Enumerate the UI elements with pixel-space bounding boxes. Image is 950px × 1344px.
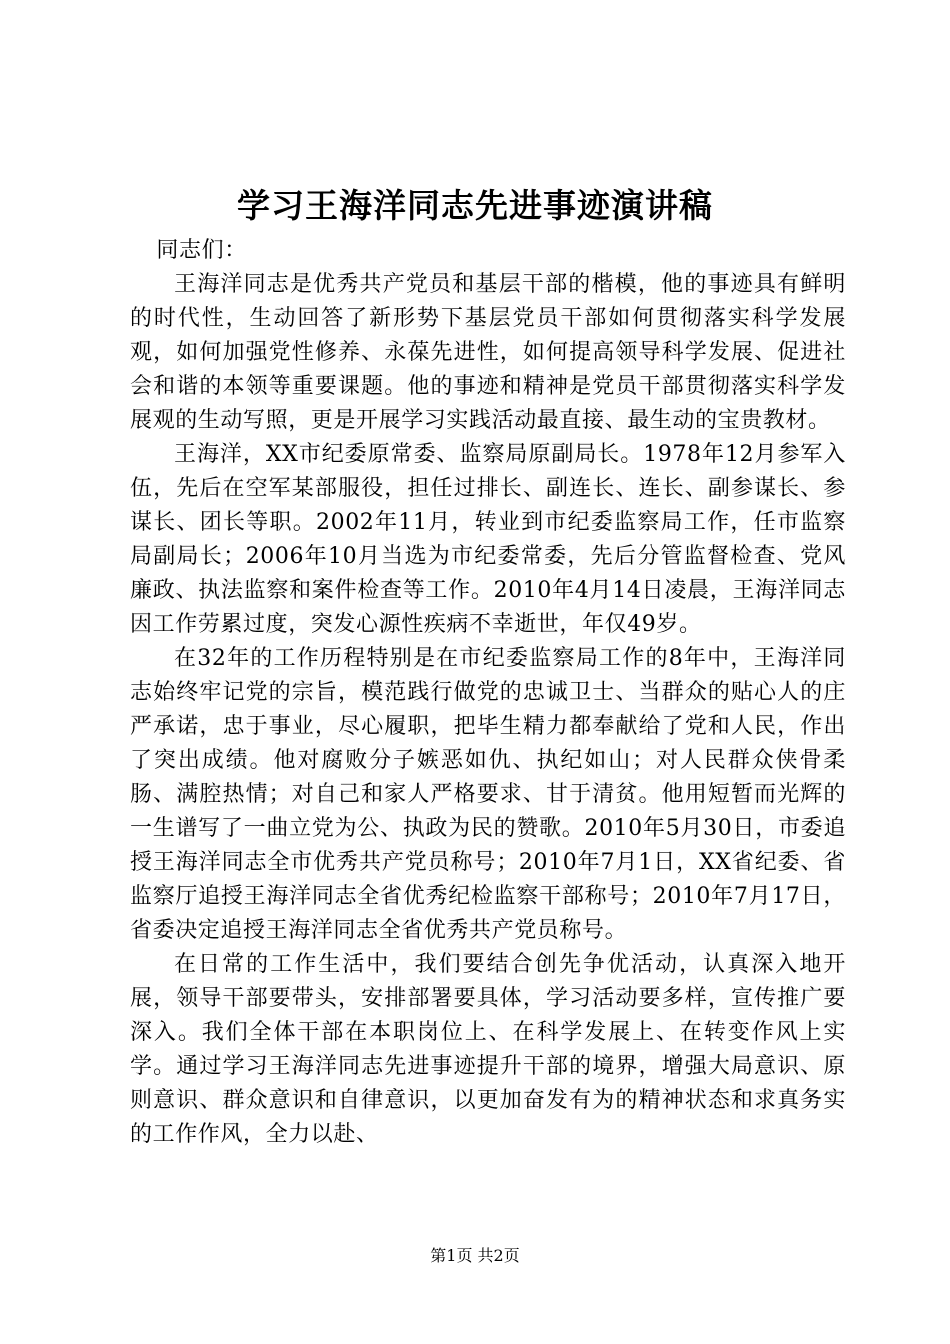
paragraph-3: 在32年的工作历程特别是在市纪委监察局工作的8年中，王海洋同志始终牢记党的宗旨，模范践行做党的忠诚卫士、当群众的贴心人的庄严承诺，忠于事业，尽心履职，把毕生精力都奉献给了党和人民，作出了突出成绩。他对腐败分子嫉恶如仇、执纪如山；对人民群众侠骨柔肠、满腔热情；对自己和家人严格要求、甘于清贫。他用短暂而光辉的一生谱写了一曲立党为公、执政为民的赞歌。2010年5月30日，市委追授王海洋同志全市优秀共产党员称号；2010年7月1日，XX省纪委、省监察厅追授王海洋同志全省优秀纪检监察干部称号；2010年7月17日，省委决定追授王海洋同志全省优秀共产党员称号。	[130, 646, 846, 943]
paragraph-2: 王海洋，XX市纪委原常委、监察局原副局长。1978年12月参军入伍，先后在空军某部服役，担任过排长、副连长、连长、副参谋长、参谋长、团长等职。2002年11月，转业到市纪委监察局工作，任市监察局副局长；2006年10月当选为市纪委常委，先后分管监督检查、党风廉政、执法监察和案件检查等工作。2010年4月14日凌晨，王海洋同志因工作劳累过度，突发心源性疾病不幸逝世，年仅49岁。	[130, 442, 846, 637]
page-number-footer: 第1页 共2页	[430, 1246, 520, 1265]
salutation: 同志们：	[156, 238, 247, 263]
paragraph-4: 在日常的工作生活中，我们要结合创先争优活动，认真深入地开展，领导干部要带头，安排部署要具体，学习活动要多样，宣传推广要深入。我们全体干部在本职岗位上、在科学发展上、在转变作风上实学。通过学习王海洋同志先进事迹提升干部的境界，增强大局意识、原则意识、群众意识和自律意识，以更加奋发有为的精神状态和求真务实的工作作风，全力以赴、	[130, 952, 846, 1147]
document-title: 学习王海洋同志先进事迹演讲稿	[237, 186, 713, 225]
document-body	[130, 234, 846, 1152]
paragraph-1: 王海洋同志是优秀共产党员和基层干部的楷模，他的事迹具有鲜明的时代性，生动回答了新形势下基层党员干部如何贯彻落实科学发展观，如何加强党性修养、永葆先进性，如何提高领导科学发展、促进社会和谐的本领等重要课题。他的事迹和精神是党员干部贯彻落实科学发展观的生动写照，更是开展学习实践活动最直接、最生动的宝贵教材。	[130, 272, 846, 433]
